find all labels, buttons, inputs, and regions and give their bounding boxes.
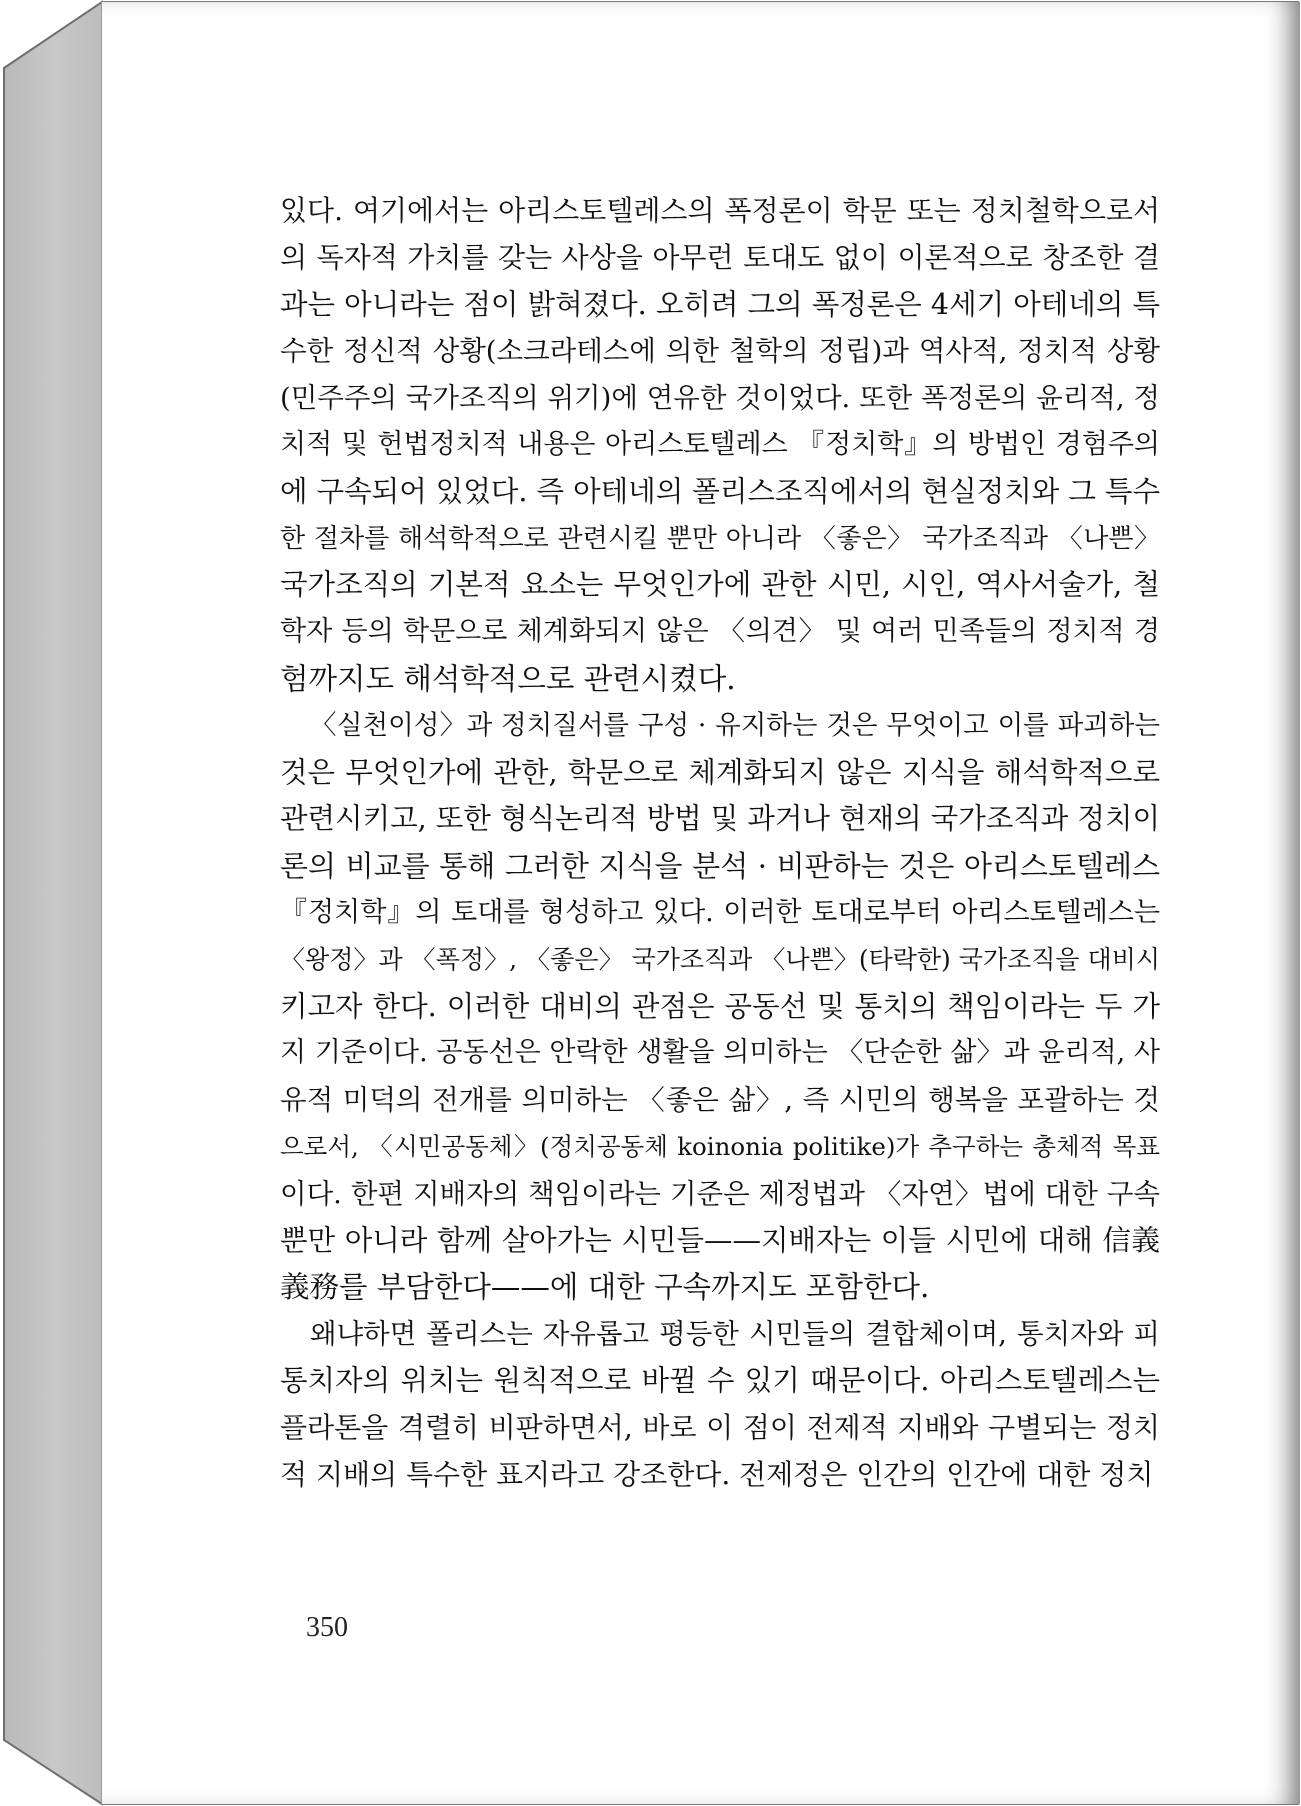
- text-line: 지 기준이다. 공동선은 안락한 생활을 의미하는 〈단순한 삶〉과 윤리적, 사: [280, 1037, 1160, 1069]
- text-line: 유적 미덕의 전개를 의미하는 〈좋은 삶〉, 즉 시민의 행복을 포괄하는 것: [280, 1084, 1160, 1117]
- text-line: 으로서, 〈시민공동체〉(정치공동체 koinonia politike)가 추구하는 총체적 목표: [280, 1131, 1160, 1161]
- text-line: 이다. 한편 지배자의 책임이라는 기준은 제정법과 〈자연〉법에 대한 구속: [280, 1177, 1160, 1210]
- text-line: (민주주의 국가조직의 위기)에 연유한 것이었다. 또한 폭정론의 윤리적, 정: [280, 382, 1160, 415]
- text-line: 관련시키고, 또한 형식논리적 방법 및 과거나 현재의 국가조직과 정치이: [280, 802, 1160, 836]
- page-number: 350: [306, 1612, 348, 1643]
- text-line: 왜냐하면 폴리스는 자유롭고 평등한 시민들의 결합체이며, 통치자와 피: [310, 1318, 1160, 1351]
- text-line: 국가조직의 기본적 요소는 무엇인가에 관한 시민, 시인, 역사서술가, 철: [280, 568, 1160, 602]
- text-line: 『정치학』의 토대를 형성하고 있다. 이러한 토대로부터 아리스토텔레스는: [280, 896, 1160, 928]
- text-line: 론의 비교를 통해 그러한 지식을 분석 · 비판하는 것은 아리스토텔레스: [280, 849, 1160, 884]
- text-line: 에 구속되어 있었다. 즉 아테네의 폴리스조직에서의 현실정치와 그 특수: [280, 474, 1160, 508]
- text-line: 키고자 한다. 이러한 대비의 관점은 공동선 및 통치의 책임이라는 두 가: [280, 989, 1160, 1023]
- text-line: 〈왕정〉과 〈폭정〉, 〈좋은〉 국가조직과 〈나쁜〉(타락한) 국가조직을 대비시: [280, 944, 1160, 974]
- text-line: 학자 등의 학문으로 체계화되지 않은 〈의견〉 및 여러 민족들의 정치적 경: [280, 616, 1160, 648]
- text-line: 통치자의 위치는 원칙적으로 바뀔 수 있기 때문이다. 아리스토텔레스는: [280, 1363, 1160, 1397]
- text-line: 플라톤을 격렬히 비판하면서, 바로 이 점이 전제적 지배와 구별되는 정치: [280, 1410, 1160, 1444]
- text-line: 있다. 여기에서는 아리스토텔레스의 폭정론이 학문 또는 정치철학으로서: [280, 194, 1160, 227]
- text-line: 치적 및 헌법정치적 내용은 아리스토텔레스 『정치학』의 방법인 경험주의: [280, 428, 1160, 460]
- text-line: 義務를 부담한다——에 대한 구속까지도 포함한다.: [280, 1270, 930, 1305]
- text-line: 과는 아니라는 점이 밝혀졌다. 오히려 그의 폭정론은 4세기 아테네의 특: [280, 287, 1160, 321]
- text-line: 〈실천이성〉과 정치질서를 구성 · 유지하는 것은 무엇이고 이를 파괴하는: [310, 709, 1160, 741]
- text-line: 한 절차를 해석학적으로 관련시킬 뿐만 아니라 〈좋은〉 국가조직과 〈나쁜〉: [280, 523, 1160, 554]
- text-line: 적 지배의 특수한 표지라고 강조한다. 전제정은 인간의 인간에 대한 정치: [280, 1457, 1154, 1491]
- text-line: 수한 정신적 상황(소크라테스에 의한 철학의 정립)과 역사적, 정치적 상황: [280, 335, 1160, 368]
- body-text: [280, 188, 1160, 1498]
- text-line: 것은 무엇인가에 관한, 학문으로 체계화되지 않은 지식을 해석학적으로: [280, 755, 1160, 789]
- text-line: 험까지도 해석학적으로 관련시켰다.: [280, 661, 736, 696]
- text-line: 뿐만 아니라 함께 살아가는 시민들——지배자는 이들 시민에 대해 信義: [280, 1223, 1160, 1257]
- text-line: 의 독자적 가치를 갖는 사상을 아무런 토대도 없이 이론적으로 창조한 결: [280, 240, 1160, 274]
